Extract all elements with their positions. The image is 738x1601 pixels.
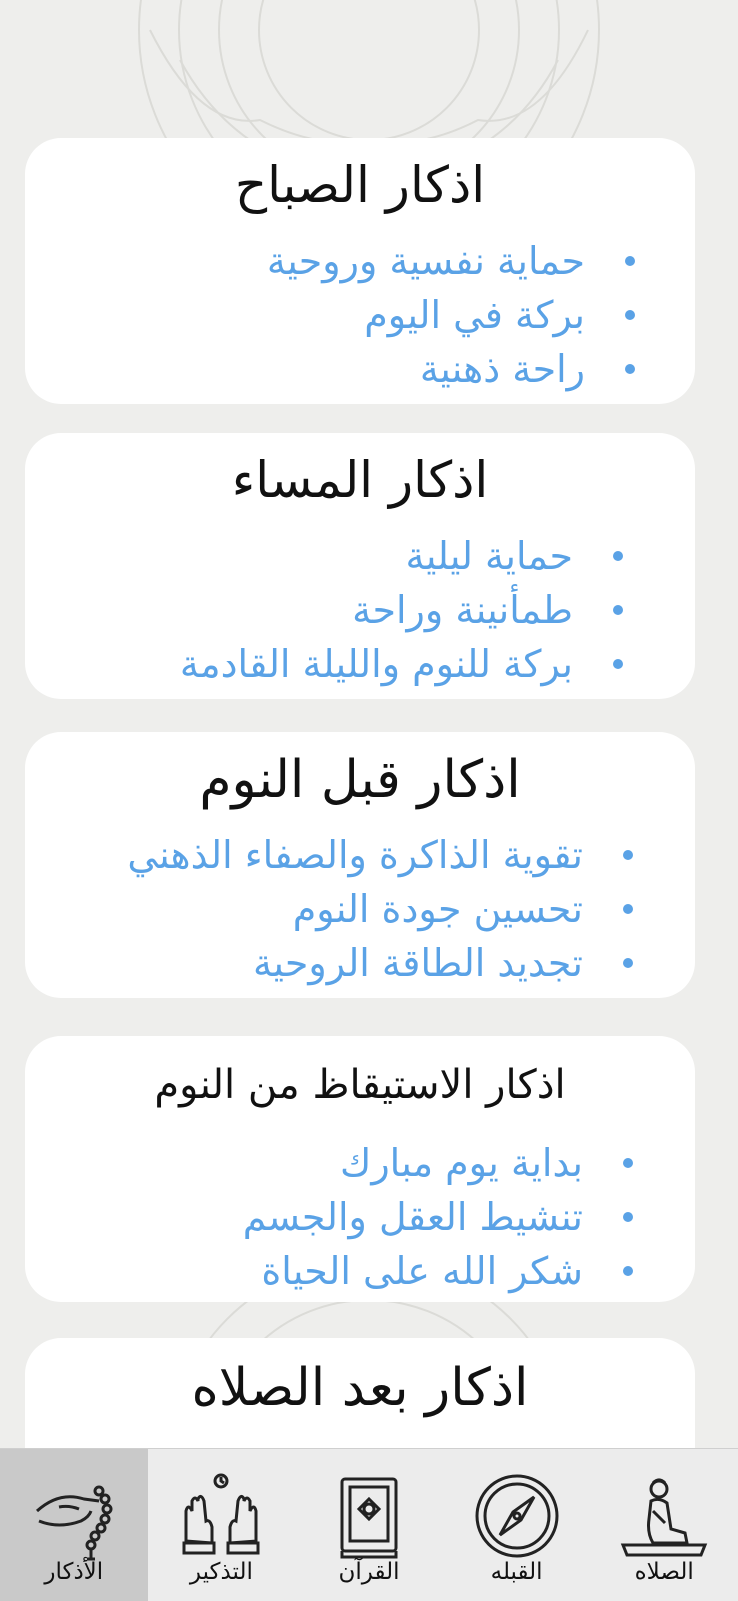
list-item: تحسين جودة النوم bbox=[293, 882, 583, 936]
card-evening-adhkar[interactable] bbox=[25, 433, 695, 699]
bullet-icon bbox=[613, 551, 623, 561]
card-morning-adhkar[interactable] bbox=[25, 138, 695, 404]
card-title: اذكار المساء bbox=[231, 451, 489, 509]
list-item: بركة في اليوم bbox=[364, 288, 585, 342]
praying-person-icon bbox=[619, 1471, 709, 1561]
card-title: اذكار الصباح bbox=[234, 156, 486, 214]
bullet-icon bbox=[623, 904, 633, 914]
list-item: طمأنينة وراحة bbox=[352, 583, 573, 637]
list-item: تنشيط العقل والجسم bbox=[243, 1190, 583, 1244]
list-item: بداية يوم مبارك bbox=[340, 1136, 583, 1190]
card-waking-adhkar[interactable] bbox=[25, 1036, 695, 1302]
nav-label: الصلاه bbox=[634, 1559, 694, 1585]
bullet-icon bbox=[625, 310, 635, 320]
bullet-icon bbox=[613, 659, 623, 669]
nav-label: القبله bbox=[490, 1559, 543, 1585]
list-item: تجديد الطاقة الروحية bbox=[253, 936, 583, 990]
card-after-prayer-adhkar[interactable] bbox=[25, 1338, 695, 1448]
nav-item-prayer[interactable] bbox=[590, 1449, 738, 1601]
bullet-icon bbox=[625, 256, 635, 266]
praying-hands-icon bbox=[176, 1471, 266, 1561]
prayer-beads-icon bbox=[29, 1471, 119, 1561]
card-title: اذكار قبل النوم bbox=[199, 750, 521, 810]
card-title: اذكار بعد الصلاه bbox=[191, 1358, 529, 1418]
bullet-icon bbox=[623, 850, 633, 860]
list-item: بركة للنوم والليلة القادمة bbox=[180, 637, 573, 691]
list-item: حماية ليلية bbox=[405, 529, 573, 583]
bullet-icon bbox=[625, 364, 635, 374]
bottom-navigation bbox=[0, 1448, 738, 1601]
quran-book-icon bbox=[324, 1471, 414, 1561]
nav-label: القرآن bbox=[338, 1559, 400, 1585]
bullet-icon bbox=[613, 605, 623, 615]
list-item: حماية نفسية وروحية bbox=[267, 234, 585, 288]
bullet-icon bbox=[623, 1212, 633, 1222]
nav-item-quran[interactable] bbox=[295, 1449, 443, 1601]
compass-icon bbox=[472, 1471, 562, 1561]
nav-item-adhkar[interactable] bbox=[0, 1449, 148, 1601]
nav-item-qibla[interactable] bbox=[443, 1449, 591, 1601]
nav-label: التذكير bbox=[189, 1559, 253, 1585]
list-item: شكر الله على الحياة bbox=[261, 1244, 583, 1298]
bullet-icon bbox=[623, 958, 633, 968]
bullet-icon bbox=[623, 1158, 633, 1168]
nav-label: الأذكار bbox=[44, 1559, 104, 1585]
list-item: راحة ذهنية bbox=[420, 342, 585, 396]
list-item: تقوية الذاكرة والصفاء الذهني bbox=[127, 828, 583, 882]
nav-item-reminder[interactable] bbox=[148, 1449, 296, 1601]
card-before-sleep-adhkar[interactable] bbox=[25, 732, 695, 998]
bullet-icon bbox=[623, 1266, 633, 1276]
card-title: اذكار الاستيقاظ من النوم bbox=[154, 1062, 566, 1108]
